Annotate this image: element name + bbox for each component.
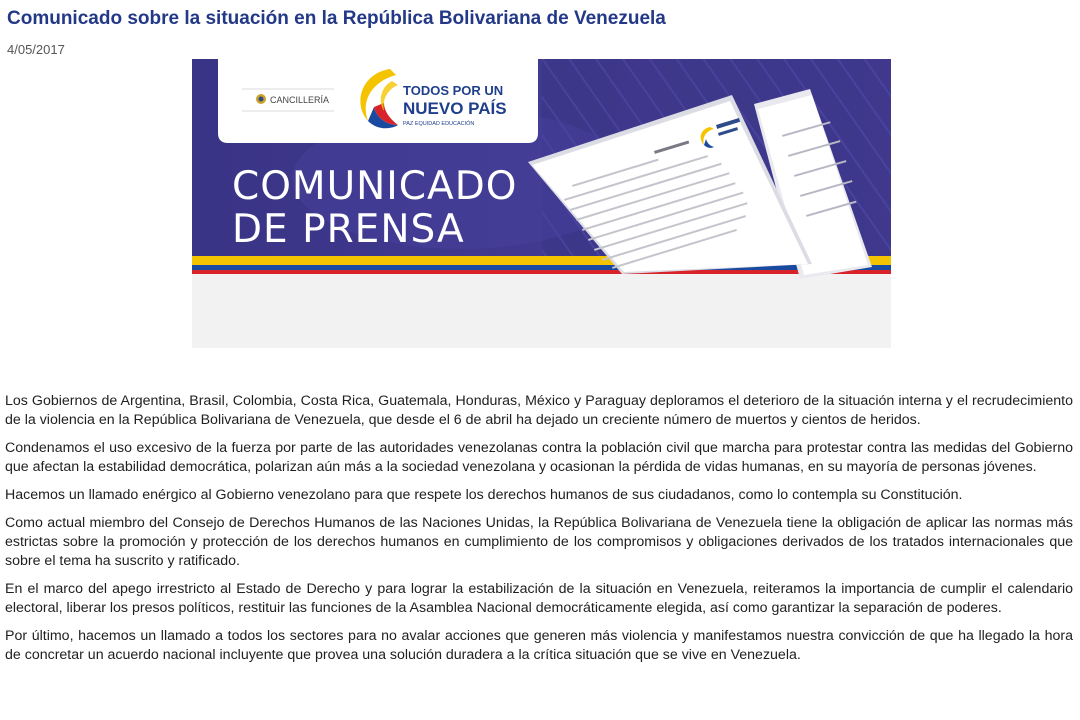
flag-stripe-blue: [192, 265, 891, 270]
article-paragraph: Los Gobiernos de Argentina, Brasil, Colombia, Costa Rica, Guatemala, Honduras, México y Paraguay deploramos el deterioro de la situación interna y el recrudecimiento de la violencia en la República Bolivariana de Venezuela, que desde el 6 de abril ha dejado un creciente número de muertos y cientos de heridos.: [5, 393, 1073, 428]
article-body: [5, 392, 1073, 674]
slogan-sub: PAZ EQUIDAD EDUCACIÓN: [403, 121, 475, 127]
coat-of-arms-icon: [256, 94, 266, 104]
article-date: 4/05/2017: [7, 42, 65, 57]
article-title: Comunicado sobre la situación en la República Bolivariana de Venezuela: [7, 8, 666, 29]
article-paragraph: En el marco del apego irrestricto al Estado de Derecho y para lograr la estabilización de la situación en Venezuela, reiteramos la importancia de cumplir el calendario electoral, liberar los presos políticos, restituir las funciones de la Asamblea Nacional democráticamente elegida, así como garantizar la separación de poderes.: [5, 581, 1073, 616]
slogan-line1: TODOS POR UN: [403, 83, 504, 98]
banner-heading-line1: COMUNICADO: [232, 164, 518, 209]
cancilleria-label: CANCILLERÍA: [270, 95, 330, 105]
flag-stripe-red: [192, 270, 891, 274]
press-release-banner: [192, 59, 891, 348]
article-paragraph: Por último, hacemos un llamado a todos los sectores para no avalar acciones que generen más violencia y manifestamos nuestra convicción de que ha llegado la hora de concretar un acuerdo nacional incluyente que provea una solución duradera a la crítica situación que se vive en Venezuela.: [5, 628, 1073, 663]
slogan-line2: NUEVO PAÍS: [403, 99, 507, 118]
article-paragraph: Hacemos un llamado enérgico al Gobierno venezolano para que respete los derechos humanos de sus ciudadanos, como lo contempla su Constitución.: [5, 487, 963, 503]
banner-heading-line2: DE PRENSA: [232, 207, 465, 252]
article-paragraph: Como actual miembro del Consejo de Derechos Humanos de las Naciones Unidas, la República Bolivariana de Venezuela tiene la obligación de aplicar las normas más estrictas sobre la promoción y protección de los derechos humanos en cumplimiento de los compromisos y obligaciones derivados de los tratados internacionales que sobre el tema ha suscrito y ratificado.: [5, 515, 1073, 569]
banner-graphic: [192, 59, 891, 348]
article-paragraph: Condenamos el uso excesivo de la fuerza por parte de las autoridades venezolanas contra la población civil que marcha para protestar contra las medidas del Gobierno que afectan la estabilidad democrática, polarizan aún más a la sociedad venezolana y ocasionan la pérdida de vidas humanas, en su mayoría de personas jóvenes.: [5, 440, 1073, 475]
